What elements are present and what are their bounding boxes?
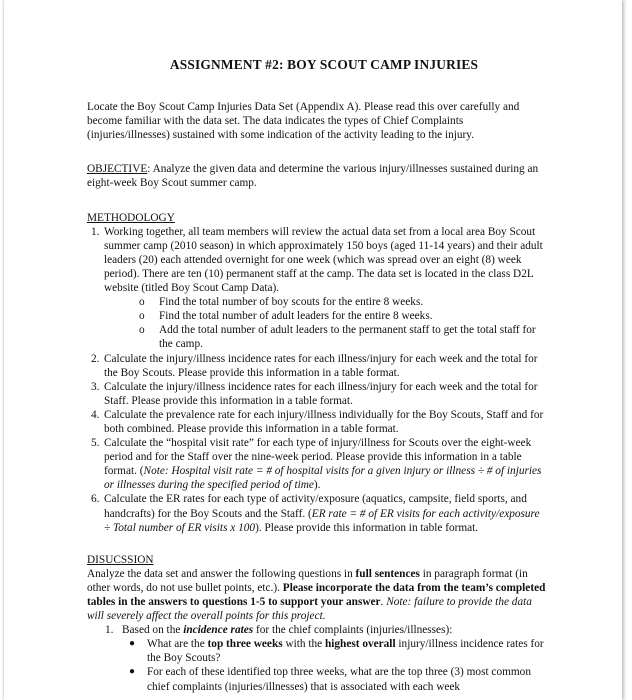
item-number: 6. [91,493,100,506]
discussion-text: in paragraph format (in other words, do not use bullet points, etc.). [87,567,528,594]
item-number: 1. [91,225,100,238]
question-1 [87,623,547,693]
question-bullet [122,665,547,693]
item-number: 4. [91,408,100,421]
discussion-note: Note: failure to provide the data will severely affect the overall points for this project. [87,596,532,623]
methodology-item-6 [87,492,547,534]
bullet-bold: top three weeks [207,638,283,651]
methodology-item-5 [87,436,547,492]
discussion-bold: full sentences [355,567,420,580]
bullet-dot-icon: ● [129,666,136,678]
bullet-bold: highest overall [324,638,396,651]
question-text: for the chief complaints (injuries/illnesses): [253,624,453,637]
methodology-list [87,225,547,535]
page-title: ASSIGNMENT #2: BOY SCOUT CAMP INJURIES [169,57,479,72]
methodology-sublist [104,295,547,351]
discussion-questions [87,623,547,693]
item-text: Calculate the “hospital visit rate” for each type of injury/illness for Scouts over the eight-week period and for the Staff over the nine-week period. Please provide this information in a table format. ( [104,437,532,478]
question-bullet [122,637,547,665]
document-page [4,0,622,700]
sub-item-text: Find the total number of adult leaders for the entire 8 weeks. [159,310,433,323]
question-bullets [122,637,547,693]
methodology-heading: METHODOLOGY [87,211,175,224]
sub-item [104,295,547,309]
item-note: ER rate = # of ER visits for each activity/exposure ÷ Total number of ER visits x 100 [104,507,540,534]
sub-item-text: Add the total number of adult leaders to the permanent staff to get the total staff for the camp. [159,324,536,351]
intro-paragraph: Locate the Boy Scout Camp Injuries Data Set (Appendix A). Please read this over carefully and become familiar with the data set. The data indicates the types of Chief Complaints (injuries/illnesses) sustained with some indication of the activity leading to the injury. [87,101,520,142]
item-note: Note: Hospital visit rate = # of hospital visits for a given injury or illness ÷ # of injuries or illnesses during the specified period of time [104,465,542,492]
discussion-bold: Please incorporate the data from the team’s completed tables in the answers to questions 1-5 to support your answer [87,581,546,608]
item-tail: ). Please provide this information in table format. [255,521,479,534]
hollow-bullet-icon: o [139,296,145,309]
question-bold: incidence rates [183,624,254,637]
sub-item [104,323,547,351]
item-tail: ). [313,479,321,492]
item-number: 3. [91,380,100,393]
item-number: 2. [91,352,100,365]
discussion-paragraph [87,567,547,623]
item-text: Working together, all team members will review the actual data set from a local area Boy Scout summer camp (2010 season) in which approximately 150 boys (aged 11-14 years) and their adult leaders (20) each attended overnight for one week (which was spread over an eight (8) week period). There are ten (10) permanent staff at the camp. The data set is located in the class D2L website (titled Boy Scout Camp Data). [104,225,543,295]
discussion-heading: DISUCSSION [87,553,154,566]
question-text: Based on the [122,624,184,637]
question-number: 1. [105,624,114,637]
methodology-section [87,211,547,535]
discussion-section [87,553,547,694]
item-text: Calculate the injury/illness incidence rates for each illness/injury for each week and the total for the Boy Scouts. Please provide this information in a table format. [104,352,538,379]
document-body [87,58,547,694]
hollow-bullet-icon: o [139,324,145,337]
item-text: Calculate the ER rates for each type of activity/exposure (aquatics, campsite, field sports, and handcrafts) for the Boy Scouts and the Staff. ( [104,493,527,520]
bullet-text: injury/illness incidence rates for the Boy Scouts? [147,638,544,665]
methodology-item-2 [87,352,547,380]
discussion-text: Analyze the data set and answer the following questions in [87,567,356,580]
methodology-item-4 [87,408,547,436]
methodology-item-1 [87,225,547,352]
item-text: Calculate the prevalence rate for each injury/illness individually for the Boy Scouts, Staff and for both combined. Please provide this information in a table format. [104,408,544,435]
bullet-text: For each of these identified top three weeks, what are the top three (3) most common chief complaints (injuries/illnesses) that is associated with each week [147,666,531,693]
item-text: Calculate the injury/illness incidence rates for each illness/injury for each week and the total for Staff. Please provide this information in a table format. [104,380,538,407]
sub-item [104,309,547,323]
bullet-dot-icon: ● [129,638,136,650]
methodology-item-3 [87,380,547,408]
bullet-text: What are the [147,638,208,651]
objective-label: OBJECTIVE [87,163,148,176]
objective-paragraph [87,162,547,190]
item-number: 5. [91,437,100,450]
hollow-bullet-icon: o [139,310,145,323]
discussion-text: . [380,596,384,608]
bullet-text: with the [282,638,325,651]
objective-text: : Analyze the given data and determine the various injury/illnesses sustained during an eight-week Boy Scout summer camp. [87,163,539,190]
sub-item-text: Find the total number of boy scouts for the entire 8 weeks. [159,296,424,309]
